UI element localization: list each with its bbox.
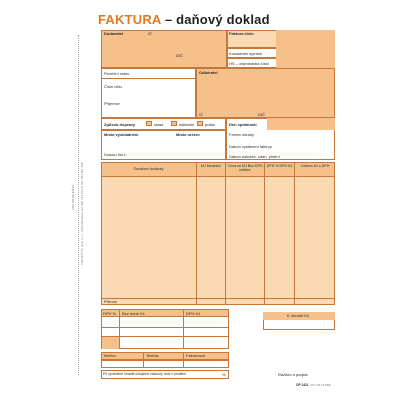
- col-divider-1: [196, 162, 197, 305]
- delivery-label: Způsob dopravy: [104, 122, 136, 127]
- vat-summary-header: [101, 309, 229, 317]
- col-header-vat: DPH % DPH Kč: [266, 164, 293, 168]
- contact-row[interactable]: [101, 352, 229, 360]
- delivery-option-posta-label: pošta: [205, 122, 215, 127]
- supplier-label: Dodavatel: [104, 31, 124, 36]
- without-vat-header: Bez daně Kč: [122, 311, 145, 316]
- carry-label: Přenos: [104, 299, 117, 304]
- col-divider-4: [294, 162, 295, 305]
- delivery-note-label: Dodací list č.: [104, 152, 127, 157]
- penalty-label: Při opožděné úhradě účtujeme zákonný úrok z prodlení: [103, 372, 187, 376]
- bank-row-line-1: [101, 78, 196, 79]
- account-number-label: Číslo účtu: [104, 84, 122, 89]
- issue-date-label: Datum vystavení faktury: [229, 144, 272, 149]
- bank-branch-label: Peněžní ústav: [104, 71, 130, 76]
- margin-printer-note: Tisk:OPTYS, spol. s r.o., Dolní Benešov, tel: 553 713 021-6, fax: 553 651 400: [80, 162, 84, 265]
- items-table[interactable]: [101, 162, 335, 305]
- vat-pct-cell: [102, 337, 120, 349]
- margin-tear-note: ZDE ODTRHNĚTE: [71, 184, 75, 210]
- form-code-small: VO 179 127400: [310, 383, 332, 387]
- stamp-label: Razítko a podpis: [278, 372, 308, 377]
- vat-czk-header: DPH Kč: [186, 311, 201, 316]
- document-title: FAKTURA – daňový doklad: [98, 12, 270, 27]
- customer-label: Odběratel: [199, 70, 218, 75]
- order-label: HS – objednávka číslo: [229, 61, 269, 66]
- due-date-label: Den splatnosti: [229, 122, 257, 127]
- invoice-number-label: Faktura číslo: [229, 31, 254, 36]
- recipient-label: Příjemce: [104, 101, 120, 106]
- const-symbol-label: Konstantní symbol: [229, 51, 262, 56]
- supplier-dic-label: DIČ: [176, 53, 183, 58]
- customer-ic-label: IČ: [199, 112, 203, 117]
- form-code: OP 1411: [296, 383, 309, 387]
- order-field[interactable]: [276, 58, 335, 68]
- customer-box[interactable]: [196, 68, 335, 118]
- tear-line: [78, 35, 79, 375]
- vat-pct-header: DPH %: [103, 311, 117, 316]
- const-symbol-field[interactable]: [276, 48, 335, 58]
- contact-values-row[interactable]: [101, 360, 229, 368]
- shipping-place-label: Místo vyskladnění: [104, 132, 139, 137]
- carry-row[interactable]: [101, 298, 335, 305]
- due-date-field[interactable]: [267, 118, 335, 130]
- col-header-unit-price: Cena za MJ Bez DPH celkem: [227, 164, 263, 172]
- delivery-option-sklad-label: sklad: [154, 122, 164, 127]
- destination-label: Místo určení: [176, 132, 200, 137]
- tax-date-label: Datum uskuteč. zdan. plnění: [229, 154, 280, 159]
- payment-form-label: Forma úhrady: [229, 132, 254, 137]
- vat-row-line-2: [101, 336, 229, 337]
- vat-col-divider-2: [183, 309, 184, 349]
- col-header-quantity: MJ Množství: [200, 164, 222, 168]
- fax-label: Telefax: [146, 353, 159, 358]
- delivery-option-sklad-checkbox[interactable]: [146, 121, 152, 126]
- col-header-total: Celkem Kč s DPH: [300, 164, 330, 168]
- phone-label: Telefon: [103, 353, 116, 358]
- invoiced-by-label: Fakturoval: [186, 353, 205, 358]
- penalty-pct-label: %: [222, 372, 226, 377]
- delivery-option-nakladni-checkbox[interactable]: [171, 121, 177, 126]
- delivery-option-nakladni-label: nákladní: [179, 122, 195, 127]
- col-divider-3: [264, 162, 265, 305]
- customer-dic-label: DIČ: [258, 112, 265, 117]
- supplier-ic-label: IČ: [148, 31, 152, 36]
- vat-row-line-1: [101, 327, 229, 328]
- col-header-item: Označení dodávky: [133, 167, 164, 171]
- vat-col-divider-1: [119, 309, 120, 349]
- col-divider-2: [225, 162, 226, 305]
- delivery-option-posta-checkbox[interactable]: [197, 121, 203, 126]
- invoice-number-field[interactable]: [276, 30, 335, 48]
- to-pay-label: K úhradě Kč: [287, 313, 310, 318]
